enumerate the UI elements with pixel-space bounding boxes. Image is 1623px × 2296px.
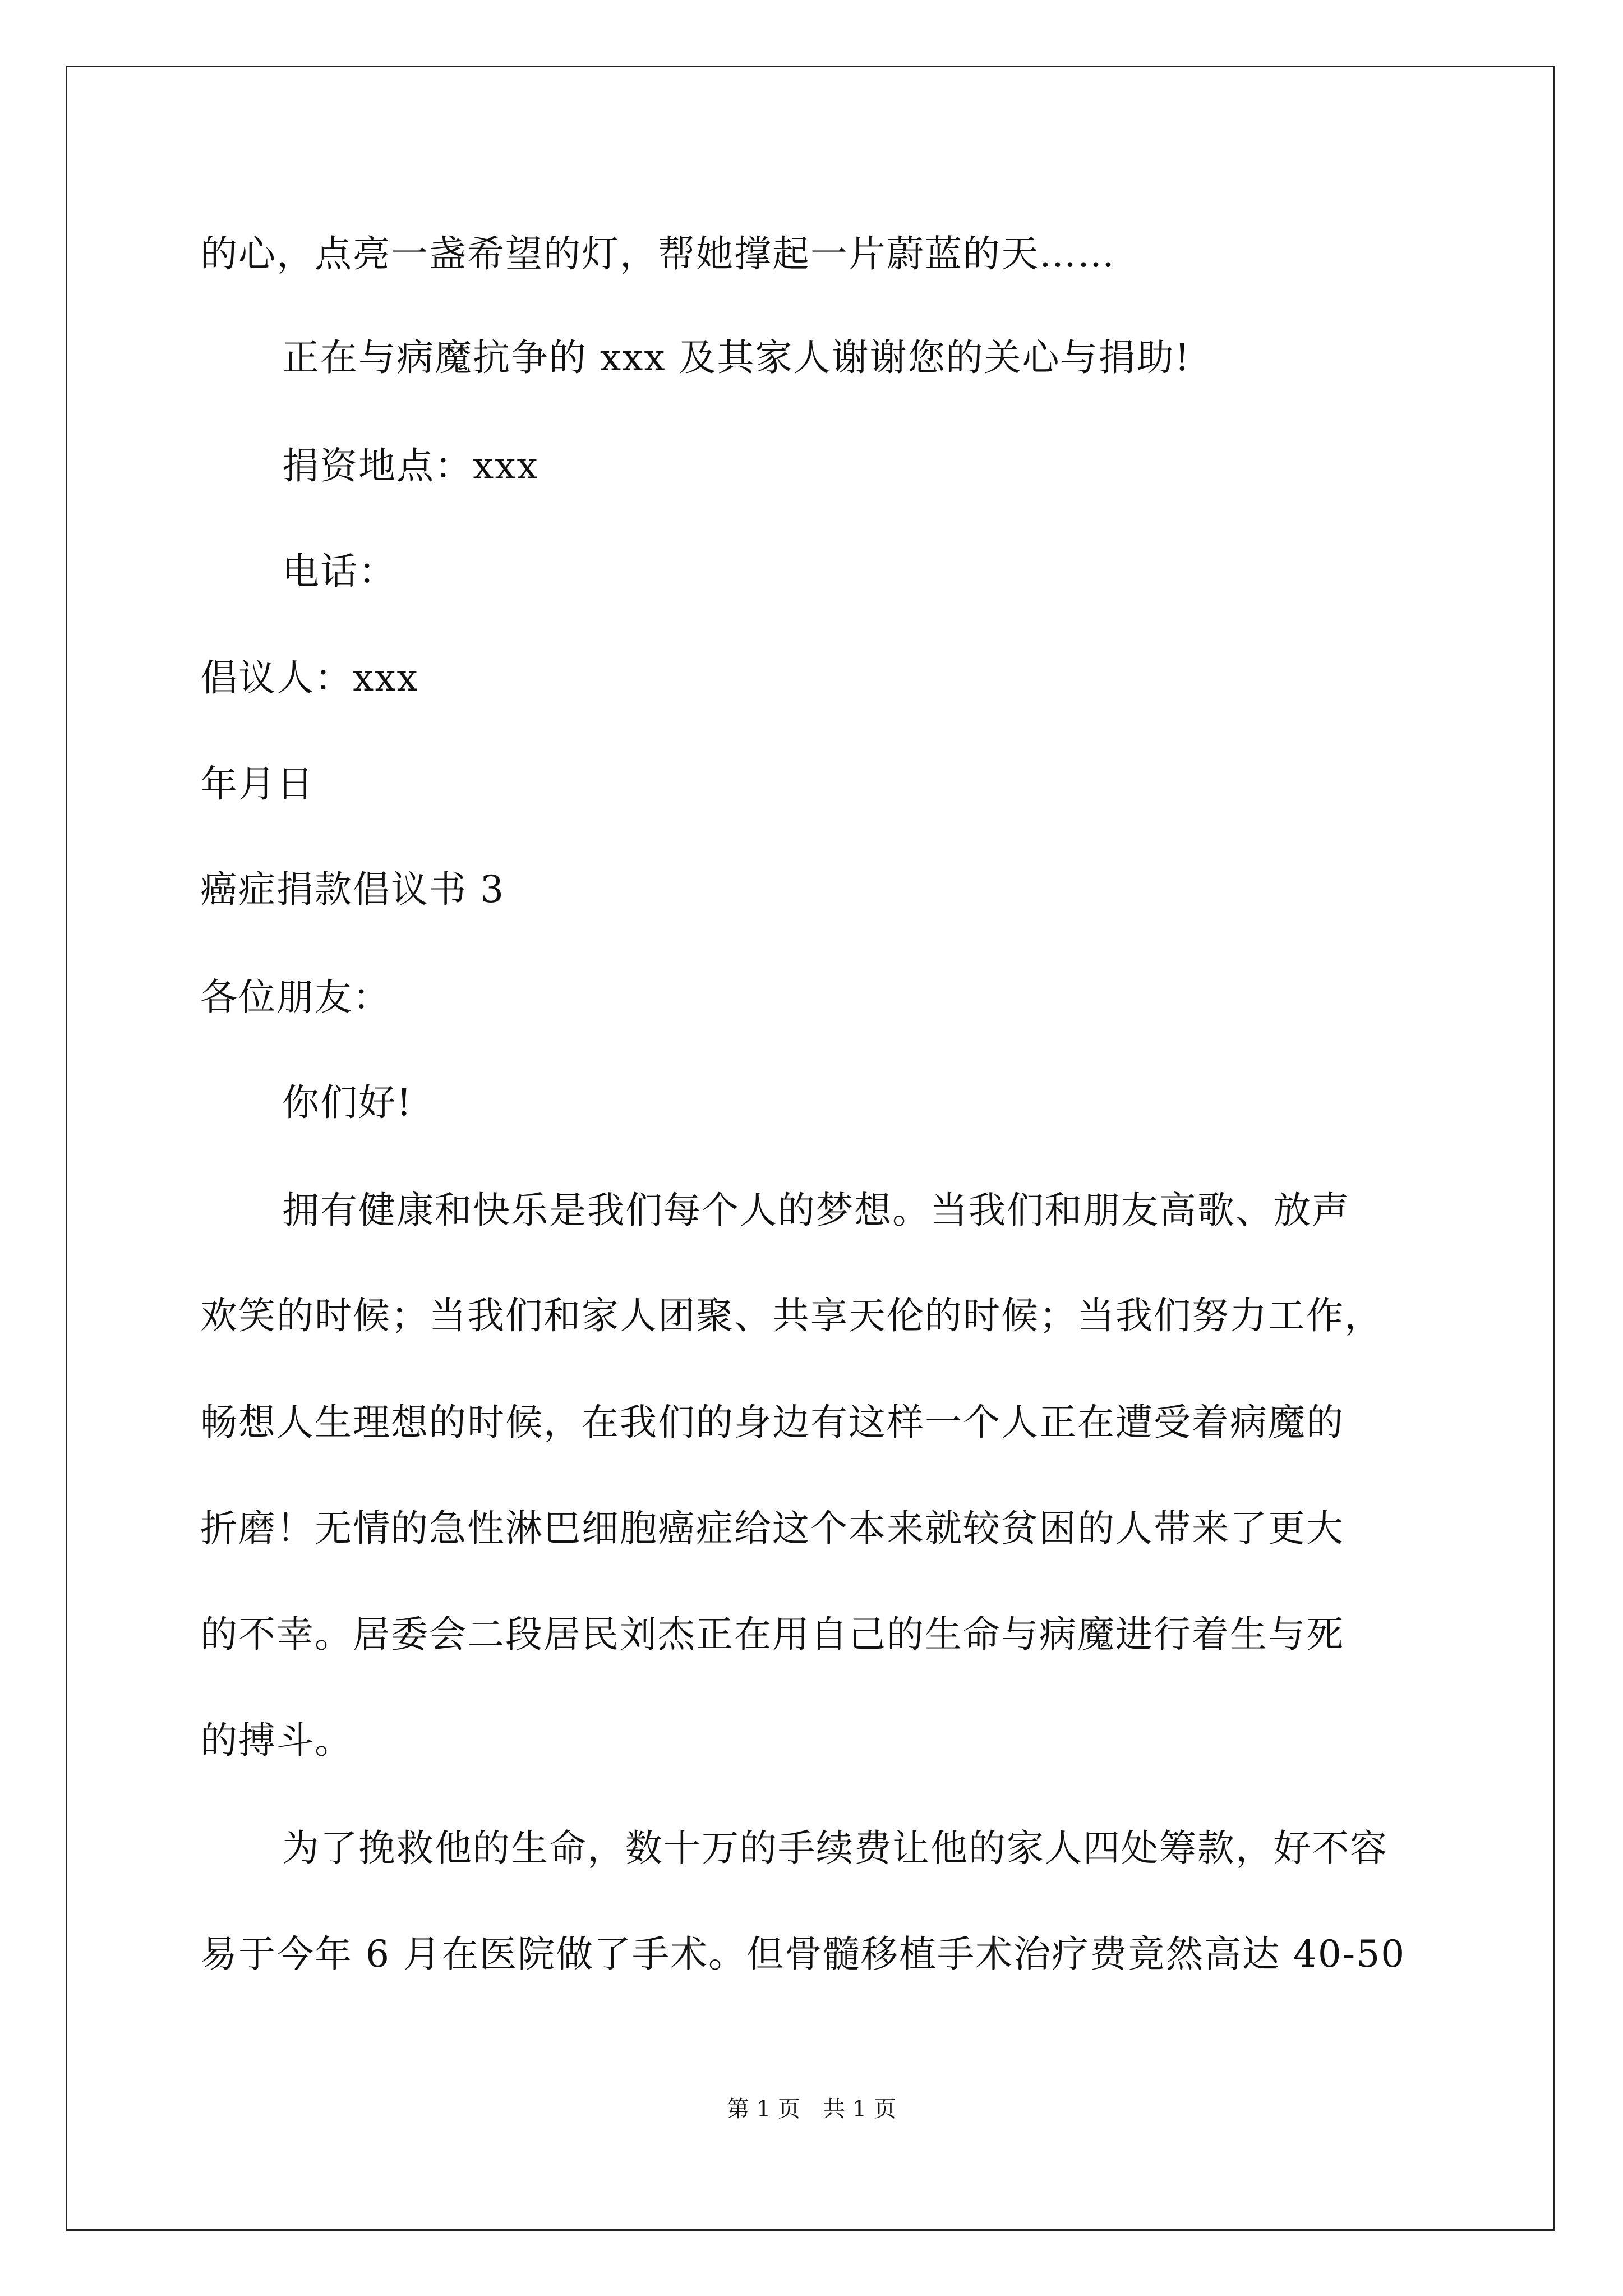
body-line: 的心，点亮一盏希望的灯，帮她撑起一片蔚蓝的天…… (200, 232, 1115, 275)
body-line: 正在与病魔抗争的 xxx 及其家人谢谢您的关心与捐助! (282, 336, 1191, 379)
body-line: 的搏斗。 (200, 1719, 353, 1762)
page-border (66, 66, 1555, 2231)
body-line: 年月日 (200, 762, 315, 806)
page-footer (0, 2098, 1623, 2120)
body-line: 电话： (282, 550, 396, 593)
section-title: 癌症捐款倡议书 3 (200, 868, 505, 911)
body-line: 捐资地点：xxx (282, 444, 539, 487)
salutation: 各位朋友： (200, 976, 391, 1019)
body-line: 畅想人生理想的时候，在我们的身边有这样一个人正在遭受着病魔的 (200, 1401, 1344, 1444)
body-line: 折磨！无情的急性淋巴细胞癌症给这个本来就较贫困的人带来了更大 (200, 1507, 1344, 1550)
body-line: 易于今年 6 月在医院做了手术。但骨髓移植手术治疗费竟然高达 40-50 (200, 1932, 1406, 1976)
body-line: 欢笑的时候；当我们和家人团聚、共享天伦的时候；当我们努力工作， (200, 1294, 1382, 1337)
body-line: 拥有健康和快乐是我们每个人的梦想。当我们和朋友高歌、放声 (282, 1189, 1350, 1232)
greeting: 你们好! (282, 1081, 413, 1124)
page-total: 共 1 页 (823, 2096, 896, 2122)
body-line: 为了挽救他的生命，数十万的手续费让他的家人四处筹款，好不容 (282, 1826, 1388, 1870)
body-line: 的不幸。居委会二段居民刘杰正在用自己的生命与病魔进行着生与死 (200, 1613, 1344, 1656)
page-number: 第 1 页 (727, 2096, 800, 2122)
body-line: 倡议人：xxx (200, 656, 419, 700)
